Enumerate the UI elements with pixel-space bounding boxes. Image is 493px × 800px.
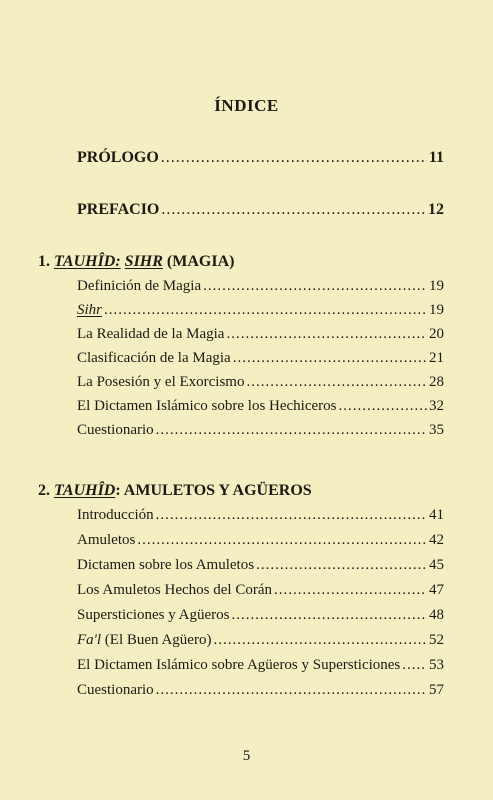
section-heading-italic: TAUHÎD	[54, 482, 116, 499]
leader-dots	[137, 530, 427, 550]
toc-entry[interactable]	[77, 300, 444, 320]
toc-entry[interactable]	[77, 396, 444, 416]
toc-entry-label: El Dictamen Islámico sobre Agüeros y Supersticiones	[77, 657, 401, 673]
toc-entry-label: Introducción	[77, 507, 154, 523]
leader-dots	[231, 605, 427, 625]
toc-entry-label-rest: (El Buen Agüero)	[101, 632, 212, 648]
toc-entry-label: Clasificación de la Magia	[77, 350, 231, 366]
toc-entry-page: 11	[428, 149, 444, 166]
toc-entry[interactable]	[77, 580, 444, 600]
toc-entry-prefacio[interactable]	[77, 200, 444, 220]
leader-dots	[233, 348, 427, 368]
toc-entry[interactable]	[77, 324, 444, 344]
leader-dots	[274, 580, 427, 600]
toc-entry-page: 32	[429, 398, 444, 414]
page-number: 5	[242, 748, 251, 764]
toc-entry-page: 45	[429, 557, 444, 573]
toc-entry-label: PRÓLOGO	[77, 149, 159, 166]
toc-entry-page: 12	[428, 201, 444, 218]
toc-entry[interactable]	[77, 348, 444, 368]
toc-entry[interactable]	[77, 530, 444, 550]
section-heading-2	[38, 481, 312, 501]
section-heading-text: (MAGIA)	[166, 253, 235, 270]
section-heading-text: : AMULETOS Y AGÜEROS	[115, 482, 312, 499]
toc-entry-label: Amuletos	[77, 532, 136, 548]
toc-entry-page: 57	[429, 682, 444, 698]
toc-entry[interactable]	[77, 555, 444, 575]
toc-entry-page: 19	[429, 278, 444, 294]
toc-entry-label: Cuestionario	[77, 682, 154, 698]
leader-dots	[104, 300, 427, 320]
toc-entry[interactable]	[77, 630, 444, 650]
toc-entry[interactable]	[77, 505, 444, 525]
toc-entry-page: 53	[429, 657, 444, 673]
toc-entry[interactable]	[77, 372, 444, 392]
toc-entry-label	[77, 630, 211, 650]
leader-dots	[226, 324, 427, 344]
toc-entry-label: Definición de Magia	[77, 278, 202, 294]
toc-entry-page: 20	[429, 326, 444, 342]
leader-dots	[402, 655, 427, 675]
toc-entry-page: 47	[429, 582, 444, 598]
leader-dots	[156, 680, 427, 700]
leader-dots	[161, 148, 427, 168]
toc-entry-page: 42	[429, 532, 444, 548]
toc-entry-page: 21	[429, 350, 444, 366]
toc-entry-label: La Posesión y el Exorcismo	[77, 374, 245, 390]
leader-dots	[203, 276, 427, 296]
toc-entry-page: 35	[429, 422, 444, 438]
page-title: ÍNDICE	[214, 96, 279, 115]
toc-entry-page: 52	[429, 632, 444, 648]
toc-entry-label: El Dictamen Islámico sobre los Hechiceros	[77, 398, 337, 414]
leader-dots	[246, 372, 427, 392]
toc-entry-page: 41	[429, 507, 444, 523]
leader-dots	[256, 555, 427, 575]
toc-entry[interactable]	[77, 420, 444, 440]
toc-entry-label: Dictamen sobre los Amuletos	[77, 557, 255, 573]
toc-entry-page: 48	[429, 607, 444, 623]
toc-entry[interactable]	[77, 680, 444, 700]
toc-entry[interactable]	[77, 655, 444, 675]
toc-entry-prologo[interactable]	[77, 148, 444, 168]
section-number: 1.	[38, 253, 50, 270]
leader-dots	[161, 200, 426, 220]
toc-entry-label-italic: Fa'l	[77, 632, 102, 648]
section-heading-italic: TAUHÎD:	[54, 253, 121, 270]
leader-dots	[156, 420, 427, 440]
toc-entry-page: 28	[429, 374, 444, 390]
section-heading-1	[38, 252, 234, 272]
section-number: 2.	[38, 482, 50, 499]
toc-entry[interactable]	[77, 605, 444, 625]
section-heading-italic: SIHR	[124, 253, 163, 270]
leader-dots	[213, 630, 427, 650]
toc-entry-label: Los Amuletos Hechos del Corán	[77, 582, 272, 598]
leader-dots	[156, 505, 427, 525]
toc-entry-label: Sihr	[77, 302, 103, 318]
toc-entry-page: 19	[429, 302, 444, 318]
toc-entry-label: La Realidad de la Magia	[77, 326, 225, 342]
leader-dots	[339, 396, 428, 416]
toc-entry[interactable]	[77, 276, 444, 296]
toc-entry-label: Supersticiones y Agüeros	[77, 607, 230, 623]
toc-entry-label: PREFACIO	[77, 201, 160, 218]
toc-entry-label: Cuestionario	[77, 422, 154, 438]
